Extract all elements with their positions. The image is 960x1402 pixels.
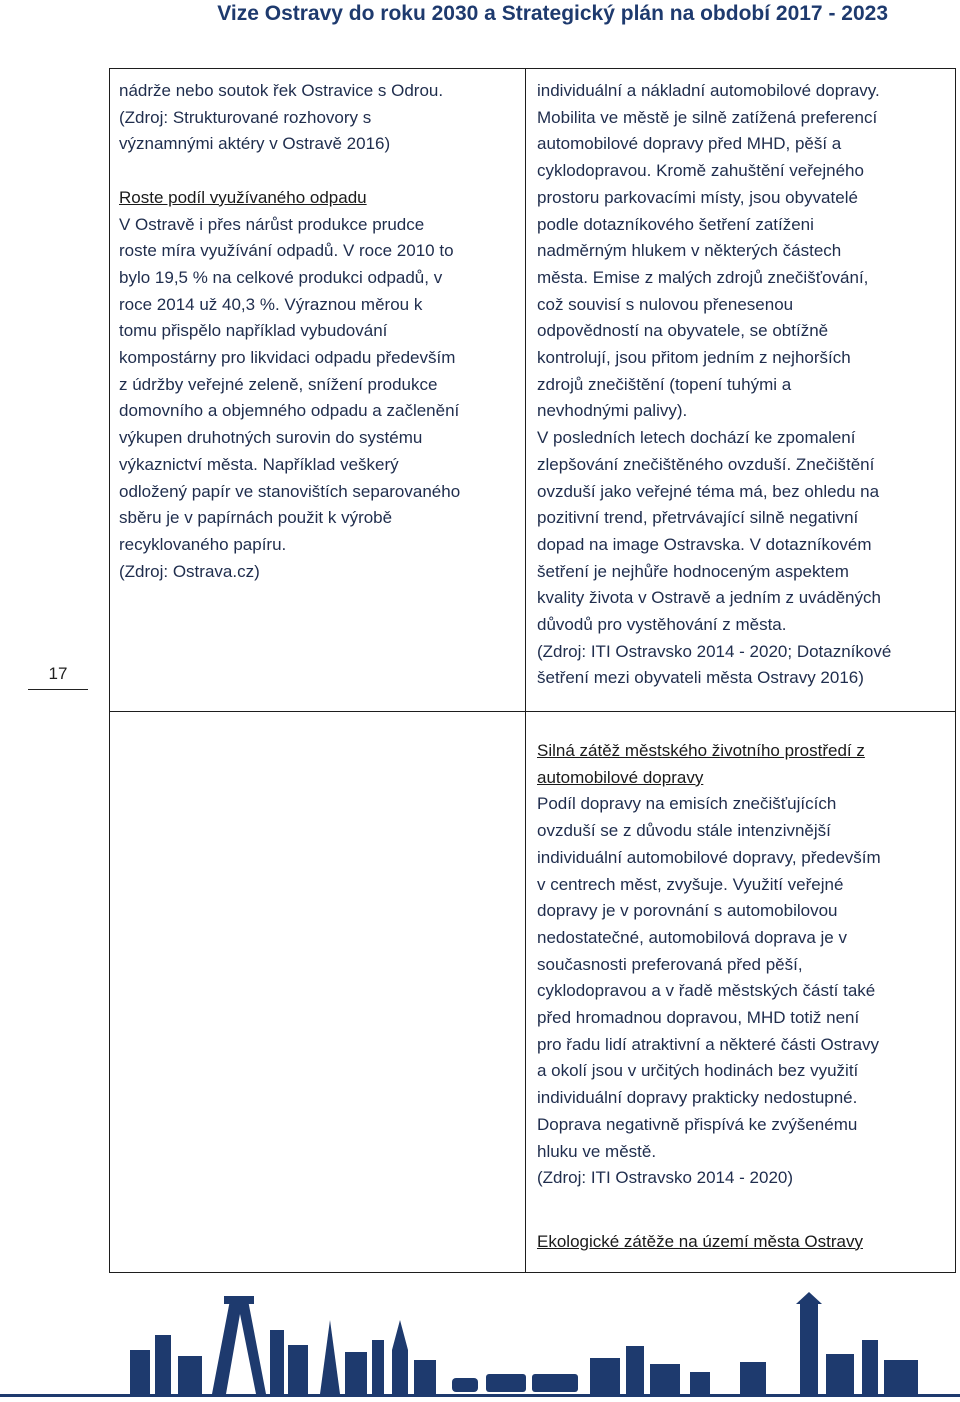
text-line: roste míra využívání odpadů. V roce 2010 to bbox=[119, 241, 454, 261]
cell-mobility-text bbox=[537, 78, 949, 692]
text-line: zlepšování znečištěného ovzduší. Znečištění bbox=[537, 454, 875, 474]
cell-traffic-text bbox=[537, 738, 949, 1255]
text-line: kvality života v Ostravě a jedním z uváděných bbox=[537, 588, 881, 608]
text-line: (Zdroj: Strukturované rozhovory s bbox=[119, 107, 372, 127]
text-line: V posledních letech dochází ke zpomalení bbox=[537, 428, 856, 448]
text-line: šetření je nejhůře hodnoceným aspektem bbox=[537, 561, 849, 581]
text-line: významnými aktéry v Ostravě 2016) bbox=[119, 134, 391, 154]
text-line: (Zdroj: ITI Ostravsko 2014 - 2020; Dotazníkové bbox=[537, 641, 892, 661]
text-line: cyklodopravou. Kromě zahuštění veřejného bbox=[537, 161, 864, 181]
text-line: kontrolují, jsou přitom jedním z nejhorších bbox=[537, 348, 851, 368]
text-line: výkupen druhotných surovin do systému bbox=[119, 428, 423, 448]
text-line: individuální automobilové dopravy, především bbox=[537, 847, 881, 867]
text-line: důvodů pro vystěhování z města. bbox=[537, 615, 787, 635]
cell-waste-text bbox=[119, 78, 519, 585]
text-line: což souvisí s nulovou přenesenou bbox=[537, 294, 794, 314]
text-line: recyklovaného papíru. bbox=[119, 534, 287, 554]
text-line: nedostatečné, automobilová doprava je v bbox=[537, 927, 847, 947]
text-line: nadměrným hlukem v některých částech bbox=[537, 241, 842, 261]
section-heading-waste: Roste podíl využívaného odpadu bbox=[119, 187, 367, 207]
text-line: prostoru parkovacími místy, jsou obyvatelé bbox=[537, 187, 858, 207]
text-line: výkaznictví města. Například veškerý bbox=[119, 454, 399, 474]
text-line: odpovědností na obyvatele, se obtížně bbox=[537, 321, 829, 341]
document-title: Vize Ostravy do roku 2030 a Strategický plán na období 2017 - 2023 bbox=[217, 2, 888, 25]
text-line: (Zdroj: Ostrava.cz) bbox=[119, 561, 260, 581]
text-line: domovního a objemného odpadu a začlenění bbox=[119, 401, 460, 421]
text-line: šetření mezi obyvateli města Ostravy 2016) bbox=[537, 668, 864, 688]
text-line: V Ostravě i přes nárůst produkce prudce bbox=[119, 214, 425, 234]
page-number-rule bbox=[28, 689, 88, 690]
section-heading-traffic: Silná zátěž městského životního prostředí z bbox=[537, 741, 865, 760]
text-line: kompostárny pro likvidaci odpadu především bbox=[119, 348, 456, 368]
text-line: podle dotazníkového šetření zatíženi bbox=[537, 214, 814, 234]
text-line: cyklodopravou a v řadě městských částí také bbox=[537, 981, 876, 1001]
text-line: tomu přispělo například vybudování bbox=[119, 321, 388, 341]
column-divider bbox=[525, 68, 526, 1273]
text-line: dopravy je v porovnání s automobilovou bbox=[537, 901, 838, 921]
text-line: sběru je v papírnách použit k výrobě bbox=[119, 508, 393, 528]
text-line: a okolí jsou v určitých hodinách bez využití bbox=[537, 1061, 859, 1081]
text-line: Doprava negativně přispívá ke zvýšenému bbox=[537, 1114, 858, 1134]
text-line: (Zdroj: ITI Ostravsko 2014 - 2020) bbox=[537, 1168, 794, 1188]
text-line: hluku ve městě. bbox=[537, 1141, 657, 1161]
page-number: 17 bbox=[48, 664, 68, 683]
text-line: bylo 19,5 % na celkové produkci odpadů, v bbox=[119, 267, 443, 287]
text-line: pro řadu lidí atraktivní a některé části Ostravy bbox=[537, 1034, 880, 1054]
text-line: individuální a nákladní automobilové dopravy. bbox=[537, 81, 880, 100]
text-line: pozitivní trend, přetrvávající silně negativní bbox=[537, 508, 859, 528]
section-heading-ecology: Ekologické zátěže na území města Ostravy bbox=[537, 1231, 863, 1251]
text-line: automobilové dopravy před MHD, pěší a bbox=[537, 134, 842, 154]
text-line: Mobilita ve městě je silně zatížená preferencí bbox=[537, 107, 878, 127]
text-line: z údržby veřejné zeleně, snížení produkce bbox=[119, 374, 438, 394]
text-line: města. Emise z malých zdrojů znečišťování, bbox=[537, 267, 869, 287]
text-line: dopad na image Ostravska. V dotazníkovém bbox=[537, 534, 872, 554]
text-line: zdrojů znečištění (topení tuhými a bbox=[537, 374, 792, 394]
text-line: Podíl dopravy na emisích znečišťujících bbox=[537, 794, 837, 814]
text-line: před hromadnou dopravou, MHD totiž není bbox=[537, 1008, 860, 1028]
text-line: nevhodnými palivy). bbox=[537, 401, 688, 421]
text-line: ovzduší se z důvodu stále intenzivnější bbox=[537, 821, 831, 841]
text-line: odložený papír ve stanovištích separovaného bbox=[119, 481, 461, 501]
text-line: současnosti preferovaná před pěší, bbox=[537, 954, 803, 974]
section-heading-traffic: automobilové dopravy bbox=[537, 767, 704, 787]
text-line: individuální dopravy prakticky nedostupné. bbox=[537, 1088, 858, 1108]
text-line: v centrech měst, zvyšuje. Využití veřejné bbox=[537, 874, 844, 894]
text-line: ovzduší jako veřejné téma má, bez ohledu na bbox=[537, 481, 880, 501]
text-line: nádrže nebo soutok řek Ostravice s Odrou. bbox=[119, 81, 444, 100]
ostrava-skyline-icon bbox=[0, 1290, 960, 1402]
text-line: roce 2014 už 40,3 %. Výraznou měrou k bbox=[119, 294, 423, 314]
row-divider bbox=[109, 711, 956, 712]
